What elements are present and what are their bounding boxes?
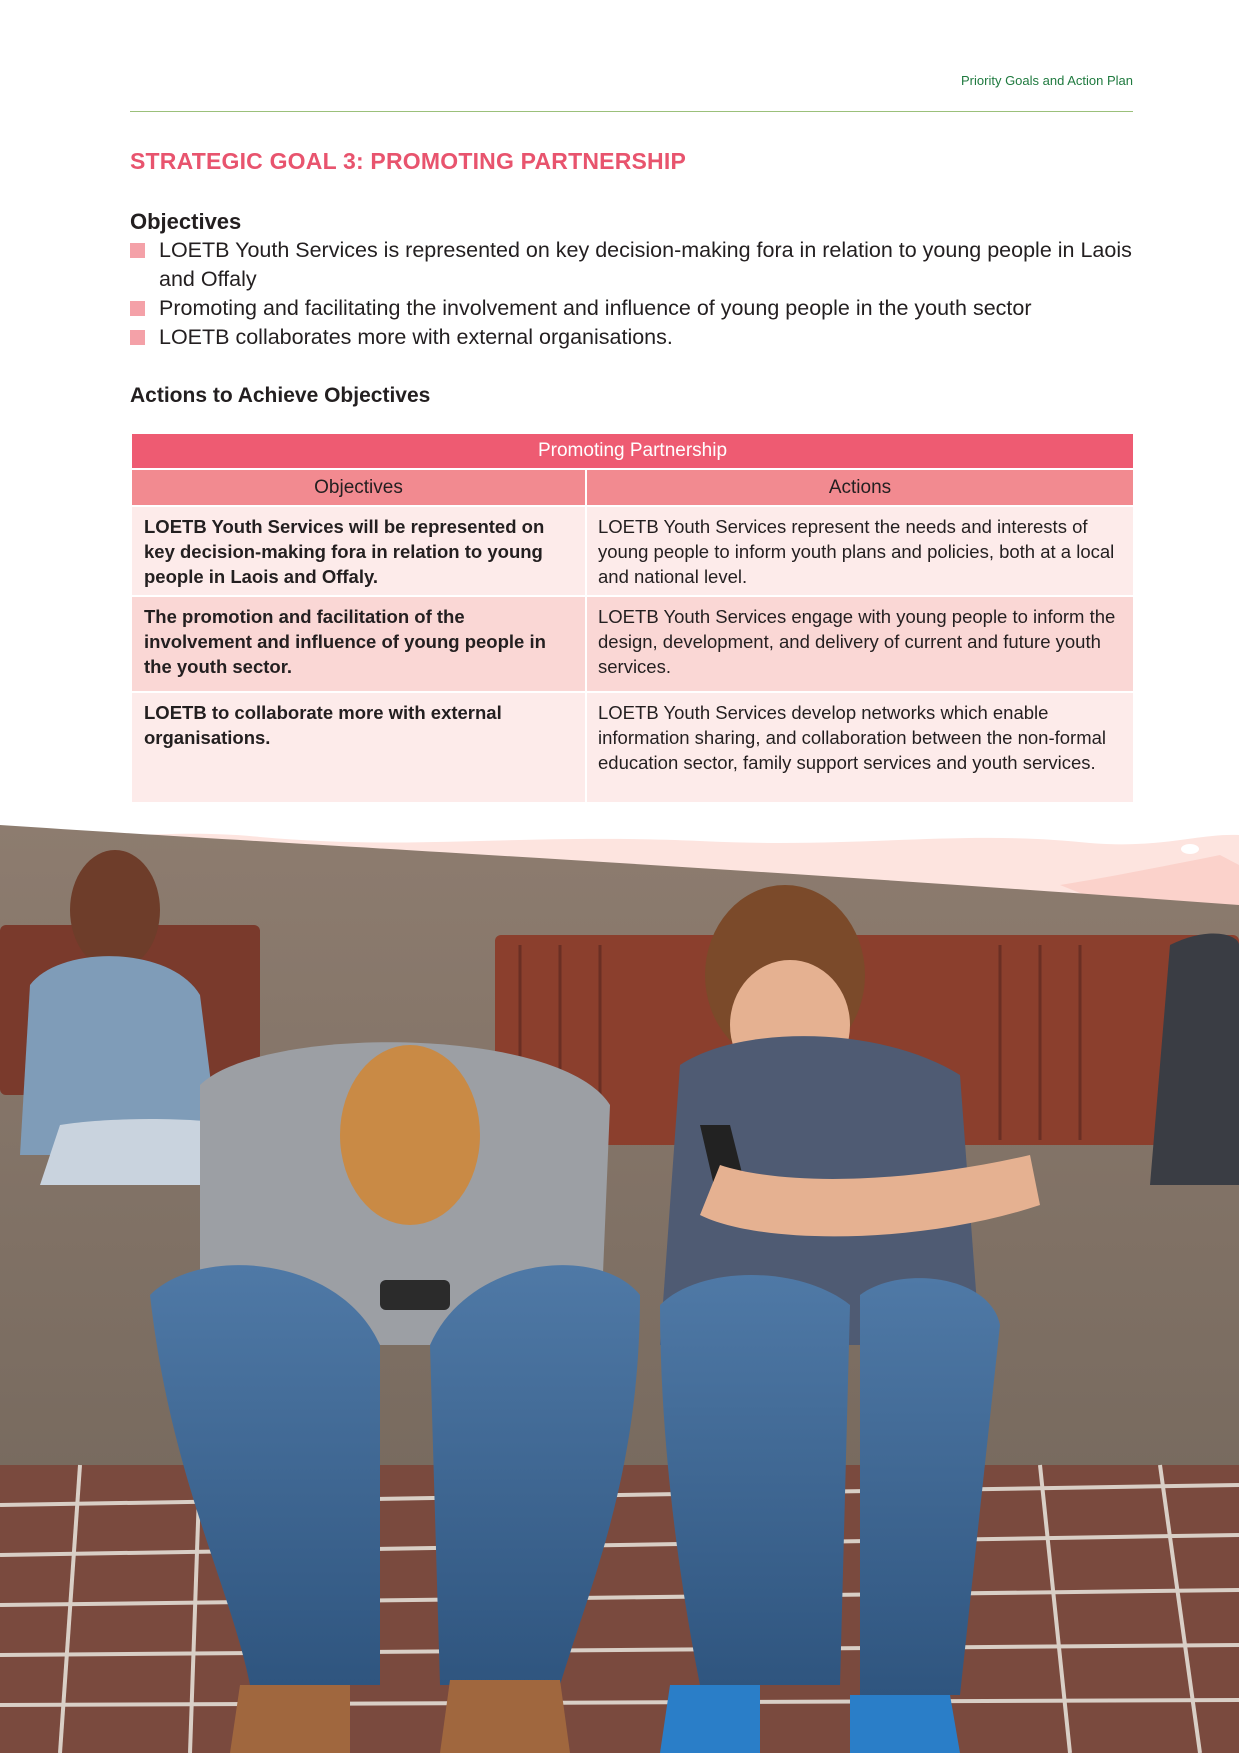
square-bullet-icon bbox=[130, 243, 145, 258]
column-header-objectives: Objectives bbox=[131, 469, 586, 506]
objectives-heading: Objectives bbox=[130, 209, 242, 234]
youth-photo bbox=[0, 825, 1239, 1753]
goal-title: STRATEGIC GOAL 3: PROMOTING PARTNERSHIP bbox=[130, 148, 686, 174]
action-cell: LOETB Youth Services develop networks which enable information sharing, and collaboration between the non-formal education sector, family support services and youth services. bbox=[586, 692, 1134, 803]
partnership-table bbox=[130, 432, 1135, 804]
objective-text: LOETB collaborates more with external organisations. bbox=[159, 325, 673, 349]
square-bullet-icon bbox=[130, 301, 145, 316]
objective-cell: LOETB Youth Services will be represented on key decision-making fora in relation to young people in Laois and Offaly. bbox=[131, 506, 586, 596]
actions-heading: Actions to Achieve Objectives bbox=[130, 384, 431, 407]
objective-cell: The promotion and facilitation of the involvement and influence of young people in the youth sector. bbox=[131, 596, 586, 692]
objective-text: LOETB Youth Services is represented on key decision-making fora in relation to young people in Laois and Offaly bbox=[159, 238, 1132, 291]
objective-item bbox=[130, 236, 1140, 294]
objectives-list bbox=[130, 236, 1140, 352]
header-rule bbox=[130, 111, 1133, 112]
objective-item bbox=[130, 323, 1140, 352]
table-title: Promoting Partnership bbox=[131, 433, 1134, 469]
column-header-actions: Actions bbox=[586, 469, 1134, 506]
running-header: Priority Goals and Action Plan bbox=[961, 73, 1133, 88]
objective-text: Promoting and facilitating the involvement and influence of young people in the youth sector bbox=[159, 296, 1032, 320]
table-row bbox=[131, 692, 1134, 803]
table-row bbox=[131, 596, 1134, 692]
objective-item bbox=[130, 294, 1140, 323]
square-bullet-icon bbox=[130, 330, 145, 345]
action-cell: LOETB Youth Services represent the needs and interests of young people to inform youth plans and policies, both at a local and national level. bbox=[586, 506, 1134, 596]
table-row bbox=[131, 506, 1134, 596]
objective-cell: LOETB to collaborate more with external organisations. bbox=[131, 692, 586, 803]
action-cell: LOETB Youth Services engage with young people to inform the design, development, and delivery of current and future youth services. bbox=[586, 596, 1134, 692]
